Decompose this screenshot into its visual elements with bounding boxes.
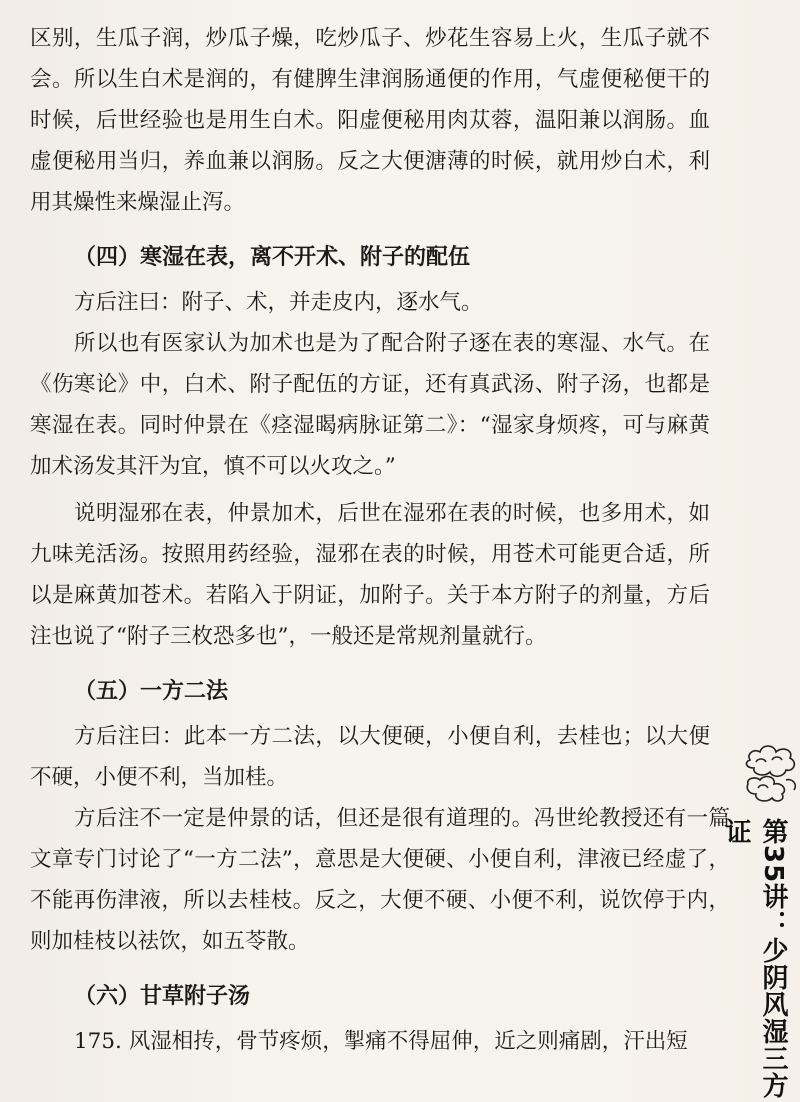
- paragraph-3: 所以也有医家认为加术也是为了配合附子逐在表的寒湿、水气。在《伤寒论》中，白术、附子配伍的方证，还有真武汤、附子汤，也都是寒湿在表。同时仲景在《痉湿暍病脉证第二》：“湿家身烦疼，可与麻黄加术汤发其汗为宜，慎不可以火攻之。”: [30, 331, 710, 479]
- section-heading-5: （五）一方二法: [74, 679, 229, 704]
- chapter-side-tab: [721, 740, 800, 1102]
- paragraph-2: 方后注曰：附子、术，并走皮内，逐水气。: [74, 290, 483, 315]
- paragraph-1: 区别，生瓜子润，炒瓜子燥，吃炒瓜子、炒花生容易上火，生瓜子就不会。所以生白术是润的，有健脾生津润肠通便的作用，气虚便秘便干的时候，后世经验也是用生白术。阳虚便秘用肉苁蓉，温阳兼以润肠。血虚便秘用当归，养血兼以润肠。反之大便溏薄的时候，就用炒白术，利用其燥性来燥湿止泻。: [30, 26, 710, 215]
- cloud-ornament-icon: [742, 740, 800, 812]
- section-heading-6: （六）甘草附子汤: [74, 984, 251, 1009]
- bleed-through-text: [760, 0, 800, 240]
- paragraph-5: 方后注曰：此本一方二法，以大便硬，小便自利，去桂也；以大便不硬，小便不利，当加桂。: [30, 724, 710, 790]
- main-text-column: [30, 18, 730, 1062]
- chapter-title-vertical: 第35讲：少阴风湿三方证: [721, 818, 788, 1100]
- section-heading-4: （四）寒湿在表，离不开术、附子的配伍: [74, 245, 471, 270]
- paragraph-4: 说明湿邪在表，仲景加术，后世在湿邪在表的时候，也多用术，如九味羌活汤。按照用药经验，湿邪在表的时候，用苍术可能更合适，所以是麻黄加苍术。若陷入于阴证，加附子。关于本方附子的剂量，方后注也说了“附子三枚恐多也”，一般还是常规剂量就行。: [30, 501, 710, 649]
- paragraph-6: 方后注不一定是仲景的话，但还是很有道理的。冯世纶教授还有一篇文章专门讨论了“一方二法”，意思是大便硬、小便自利，津液已经虚了，不能再伤津液，所以去桂枝。反之，大便不硬、小便不利，说饮停于内，则加桂枝以祛饮，如五苓散。: [30, 806, 730, 954]
- paragraph-7: 175. 风湿相抟，骨节疼烦，掣痛不得屈伸，近之则痛剧，汗出短: [74, 1029, 688, 1054]
